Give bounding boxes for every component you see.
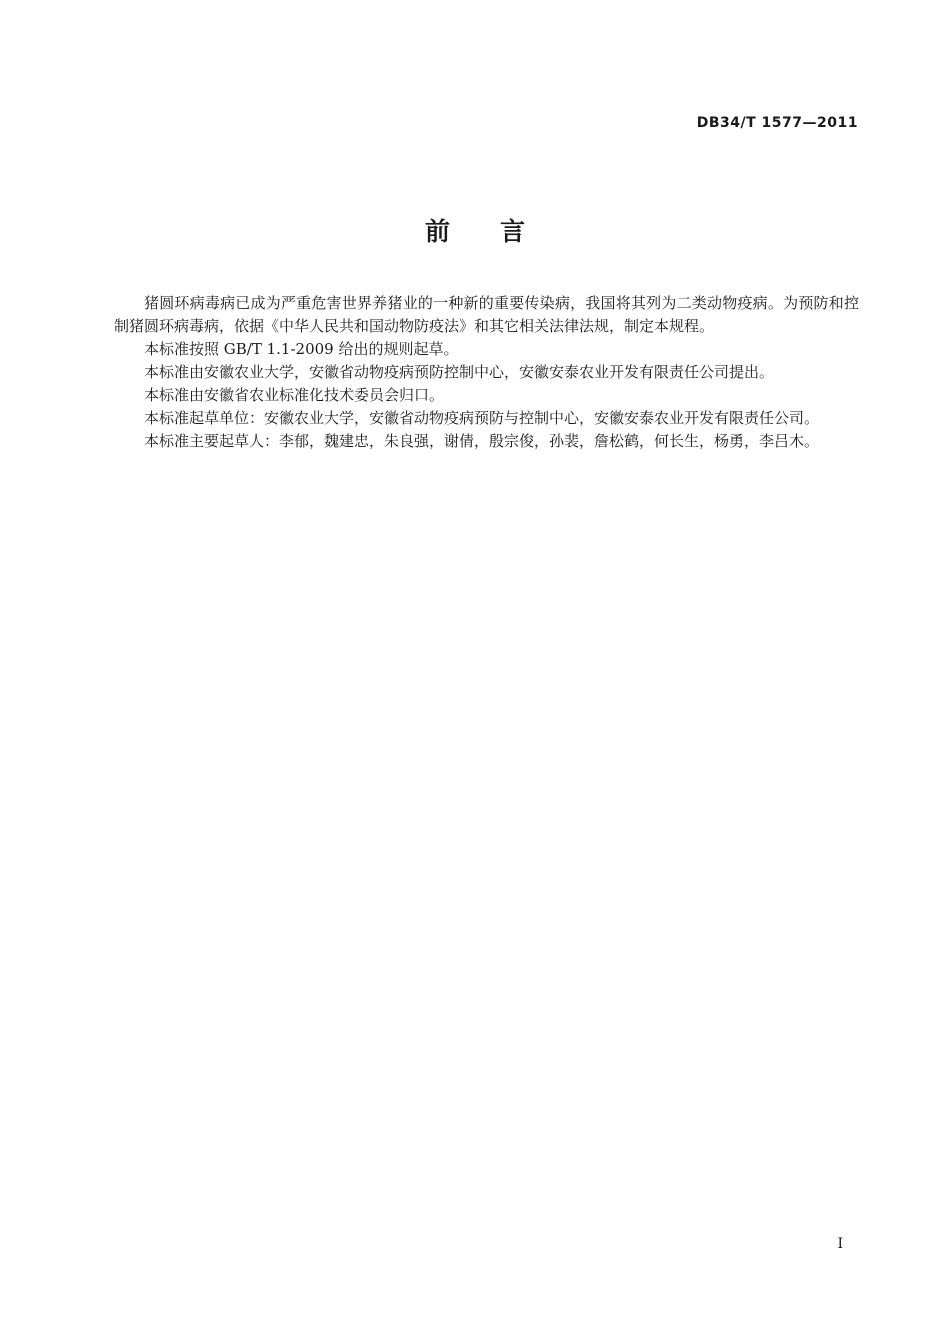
paragraph-drafters: 本标准主要起草人：李郁，魏建忠，朱良强，谢倩，殷宗俊，孙裴，詹松鹤，何长生，杨勇，李吕木。	[144, 432, 820, 450]
paragraph-proposer: 本标准由安徽农业大学，安徽省动物疫病预防控制中心，安徽安泰农业开发有限责任公司提出。	[144, 363, 775, 381]
paragraph-drafting-rules: 本标准按照 GB/T 1.1-2009 给出的规则起草。	[144, 340, 459, 358]
page-title: 前言	[424, 217, 575, 246]
paragraph-drafting-units: 本标准起草单位：安徽农业大学，安徽省动物疫病预防与控制中心，安徽安泰农业开发有限责任公司。	[144, 409, 820, 427]
paragraph-centralized-by: 本标准由安徽省农业标准化技术委员会归口。	[144, 386, 445, 404]
paragraph-purpose: 猪圆环病毒病已成为严重危害世界养猪业的一种新的重要传染病，我国将其列为二类动物疫病。为预防和控制猪圆环病毒病，依据《中华人民共和国动物防疫法》和其它相关法律法规，制定本规程。	[114, 294, 859, 335]
page-number: I	[837, 1236, 843, 1252]
foreword-body	[114, 292, 859, 453]
document-code: DB34/T 1577—2011	[696, 115, 858, 131]
